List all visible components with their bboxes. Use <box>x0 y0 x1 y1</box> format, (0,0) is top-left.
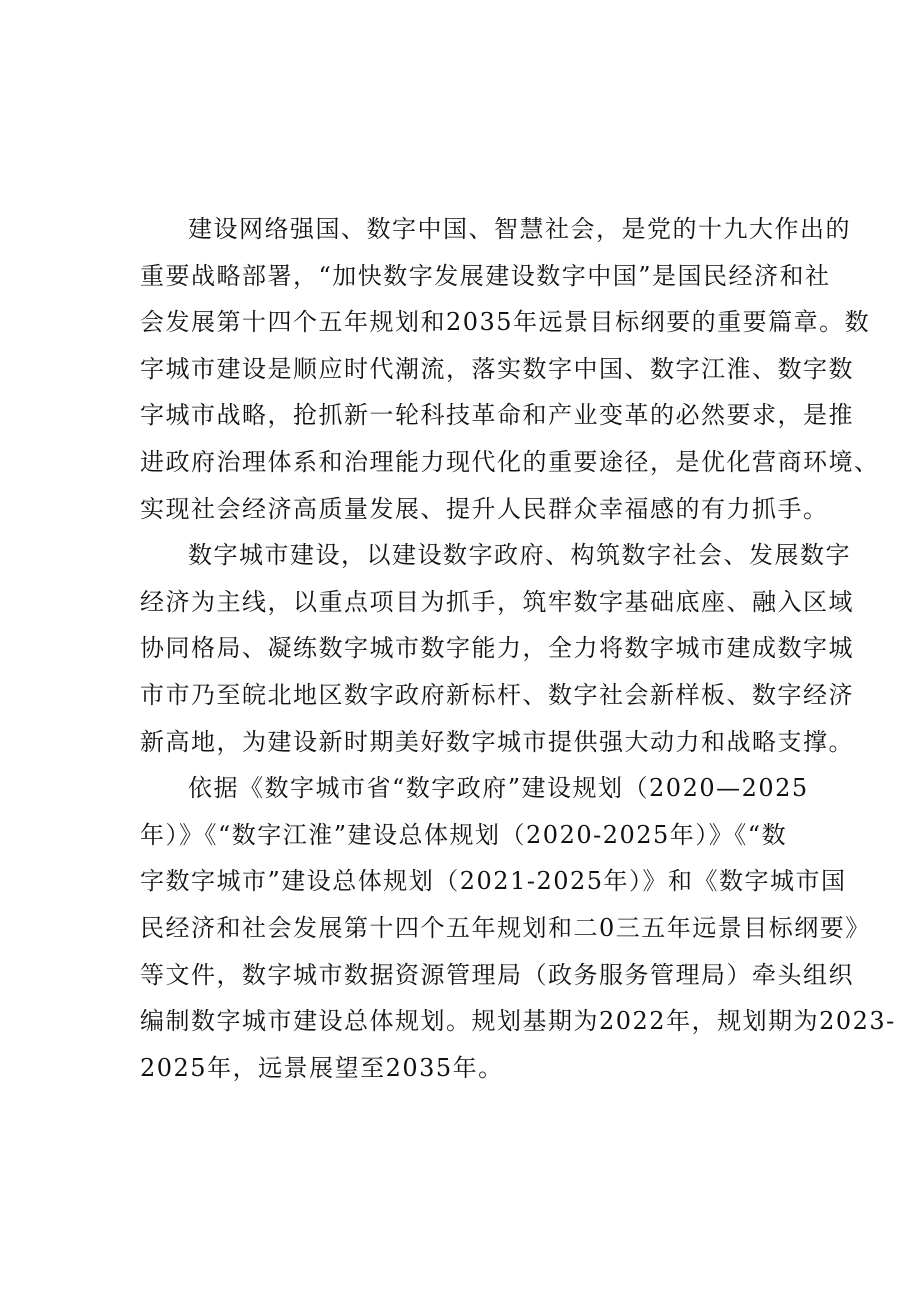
document-body <box>140 206 896 1091</box>
paragraph-line: 进政府治理体系和治理能力现代化的重要途径，是优化营商环境、 <box>140 447 880 476</box>
paragraph-line: 实现社会经济高质量发展、提升人民群众幸福感的有力抓手。 <box>140 494 829 523</box>
paragraph-line: 建设网络强国、数字中国、智慧社会，是党的十九大作出的 <box>188 215 851 243</box>
paragraph-line: 市市乃至皖北地区数字政府新标杆、数字社会新样板、数字经济 <box>140 680 854 709</box>
paragraph-line: 重要战略部署，“加快数字发展建设数字中国”是国民经济和社 <box>140 261 831 290</box>
paragraph-line: 经济为主线，以重点项目为抓手，筑牢数字基础底座、融入区域 <box>140 587 854 616</box>
paragraph-line: 会发展第十四个五年规划和2035年远景目标纲要的重要篇章。数 <box>140 308 871 337</box>
paragraph-2 <box>140 532 854 765</box>
paragraph-line: 字城市战略，抢抓新一轮科技革命和产业变革的必然要求，是推 <box>140 401 854 430</box>
paragraph-3 <box>140 765 896 1091</box>
paragraph-line: 新高地，为建设新时期美好数字城市提供强大动力和战略支撑。 <box>140 727 854 756</box>
paragraph-line: 民经济和社会发展第十四个五年规划和二0三五年远景目标纲要》 <box>140 913 871 942</box>
paragraph-line: 年）》《“数字江淮”建设总体规划（2020-2025年）》《“数 <box>140 820 788 849</box>
paragraph-line: 数字城市建设，以建设数字政府、构筑数字社会、发展数字 <box>188 541 851 570</box>
paragraph-line: 字城市建设是顺应时代潮流，落实数字中国、数字江淮、数字数 <box>140 354 854 383</box>
paragraph-line: 等文件，数字城市数据资源管理局（政务服务管理局）牵头组织 <box>140 960 854 989</box>
paragraph-line: 协同格局、凝练数字城市数字能力，全力将数字城市建成数字城 <box>140 634 854 663</box>
paragraph-1 <box>140 206 880 532</box>
paragraph-line: 2025年，远景展望至2035年。 <box>140 1053 504 1082</box>
paragraph-line: 字数字城市”建设总体规划（2021-2025年）》和《数字城市国 <box>140 867 847 896</box>
paragraph-line: 编制数字城市建设总体规划。规划基期为2022年，规划期为2023- <box>140 1007 896 1036</box>
paragraph-line: 依据《数字城市省“数字政府”建设规划（2020—2025 <box>188 774 809 803</box>
